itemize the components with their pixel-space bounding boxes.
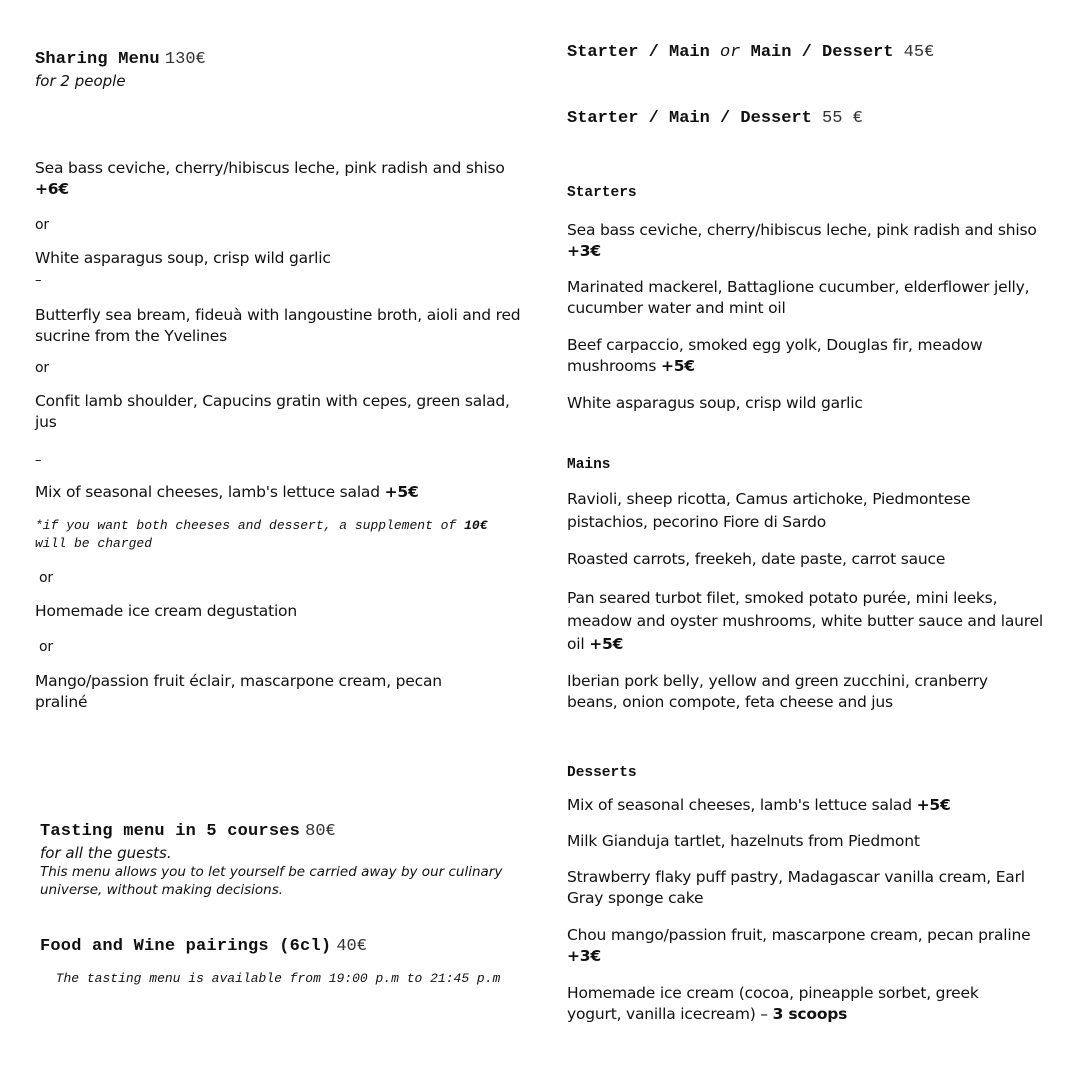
formula-three-courses <box>567 109 1057 128</box>
tasting-menu-price: 80€ <box>305 822 336 841</box>
sharing-item-ceviche <box>35 158 525 200</box>
sharing-menu-title: Sharing Menu <box>35 50 160 69</box>
starters-heading: Starters <box>567 185 637 201</box>
supplement: +5€ <box>589 635 624 653</box>
sharing-item-bream: Butterfly sea bream, fideuà with langoustine broth, aioli and red sucrine from the Yvelines <box>35 306 521 345</box>
formula-price: 45€ <box>903 43 935 62</box>
supplement: +3€ <box>567 242 601 260</box>
item-text: Sea bass ceviche, cherry/hibiscus leche, pink radish and shiso <box>35 159 505 177</box>
mains-heading: Mains <box>567 457 611 473</box>
formula-two-courses <box>567 43 1057 62</box>
supplement: +5€ <box>660 357 695 375</box>
dessert-item: Milk Gianduja tartlet, hazelnuts from Piedmont <box>567 832 920 850</box>
pairings-title: Food and Wine pairings (6cl) <box>40 937 332 956</box>
note-text-end: will be charged <box>35 536 153 551</box>
sharing-menu-header <box>35 48 525 69</box>
item-text: Homemade ice cream (cocoa, pineapple sorbet, greek yogurt, vanilla icecream) – <box>567 984 979 1023</box>
sharing-item-cheese <box>35 482 525 503</box>
supplement: +3€ <box>567 947 601 965</box>
item-text: Chou mango/passion fruit, mascarpone cream, pecan praline <box>567 926 1031 944</box>
or-separator: or <box>39 639 53 655</box>
main-item: Iberian pork belly, yellow and green zucchini, cranberry beans, onion compote, feta cheese and jus <box>567 672 988 711</box>
sharing-item-eclair: Mango/passion fruit éclair, mascarpone cream, pecan praliné <box>35 672 442 711</box>
tasting-menu-header <box>40 820 530 841</box>
sharing-item-soup: White asparagus soup, crisp wild garlic <box>35 249 331 267</box>
pairings-price: 40€ <box>336 937 367 956</box>
supplement: +6€ <box>35 180 69 198</box>
tasting-menu-title: Tasting menu in 5 courses <box>40 822 301 841</box>
starter-item <box>567 220 1037 262</box>
dessert-item: Strawberry flaky puff pastry, Madagascar vanilla cream, Earl Gray sponge cake <box>567 868 1025 907</box>
supplement: +5€ <box>384 483 419 501</box>
dash-separator: – <box>35 273 42 288</box>
starter-item <box>567 335 1037 377</box>
dessert-item <box>567 795 1037 816</box>
or-separator: or <box>39 570 53 586</box>
item-text: Pan seared turbot filet, smoked potato purée, mini leeks, meadow and oyster mushrooms, white butter sauce and laurel oil <box>567 589 1044 653</box>
or-separator: or <box>35 360 49 376</box>
dessert-item <box>567 925 1037 967</box>
note-text: *if you want both cheeses and dessert, a supplement of <box>35 518 457 533</box>
sharing-cheese-note <box>35 517 515 553</box>
item-text: Beef carpaccio, smoked egg yolk, Douglas fir, meadow mushrooms <box>567 336 983 375</box>
formula-price: 55 € <box>822 109 863 128</box>
tasting-menu-description: This menu allows you to let yourself be carried away by our culinary universe, without making decisions. <box>40 864 503 898</box>
dash-separator: – <box>35 453 42 468</box>
formula-or: or <box>720 43 741 62</box>
formula-option-b: Main / Dessert <box>750 43 894 62</box>
tasting-availability: The tasting menu is available from 19:00 p.m to 21:45 p.m <box>55 971 501 986</box>
dessert-item <box>567 983 1037 1025</box>
item-text: Mix of seasonal cheeses, lamb's lettuce salad <box>35 483 380 501</box>
tasting-menu-subtitle: for all the guests. <box>40 844 172 862</box>
item-text: Sea bass ceviche, cherry/hibiscus leche, pink radish and shiso <box>567 221 1037 239</box>
main-item: Ravioli, sheep ricotta, Camus artichoke, Piedmontese pistachios, pecorino Fiore di Sardo <box>567 490 971 531</box>
formula-option: Starter / Main / Dessert <box>567 109 812 128</box>
sharing-item-lamb: Confit lamb shoulder, Capucins gratin with cepes, green salad, jus <box>35 392 510 431</box>
pairings-header <box>40 935 530 956</box>
main-item: Roasted carrots, freekeh, date paste, carrot sauce <box>567 550 946 568</box>
starter-item: Marinated mackerel, Battaglione cucumber, elderflower jelly, cucumber water and mint oil <box>567 278 1030 317</box>
note-amount: 10€ <box>464 518 488 533</box>
item-text: Mix of seasonal cheeses, lamb's lettuce salad <box>567 796 912 814</box>
sharing-menu-price: 130€ <box>164 50 206 69</box>
main-item <box>567 587 1047 656</box>
or-separator: or <box>35 217 49 233</box>
starter-item: White asparagus soup, crisp wild garlic <box>567 394 863 412</box>
portion-label: 3 scoops <box>772 1005 848 1023</box>
sharing-item-icecream: Homemade ice cream degustation <box>35 602 297 620</box>
sharing-menu-subtitle: for 2 people <box>35 72 126 90</box>
formula-option-a: Starter / Main <box>567 43 710 62</box>
desserts-heading: Desserts <box>567 765 637 781</box>
supplement: +5€ <box>916 796 951 814</box>
